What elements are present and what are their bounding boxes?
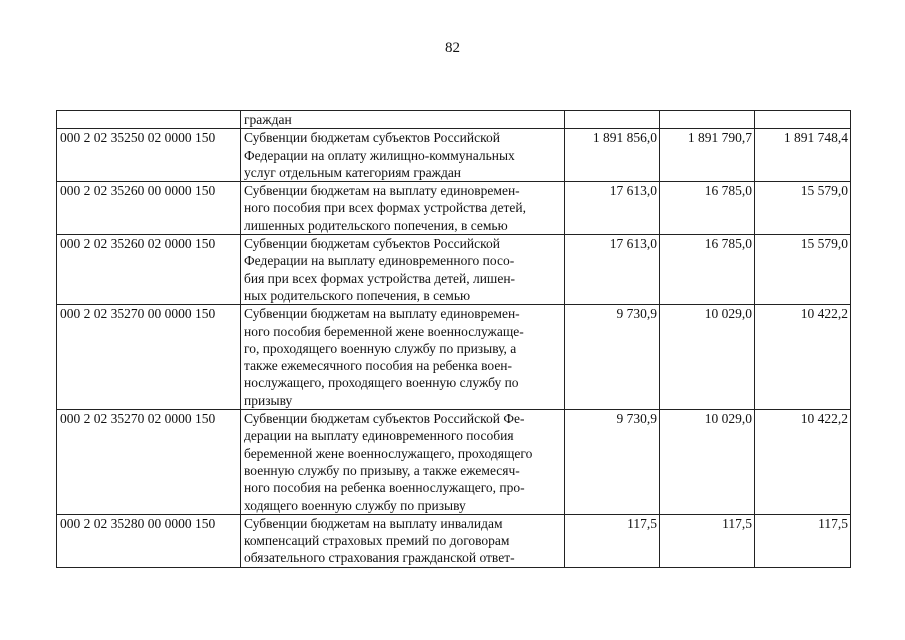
revenue-name-line: го, проходящего военную службу по призыву, а — [244, 340, 517, 356]
budget-table-body — [57, 111, 851, 568]
revenue-name-line: также ежемесячного пособия на ребенка воен- — [244, 358, 513, 374]
revenue-name-line: Федерации на оплату жилищно-коммунальных — [244, 147, 515, 163]
revenue-name-line: ного пособия беременной жене военнослужаще- — [244, 323, 524, 339]
budget-code-cell: 000 2 02 35270 00 0000 150 — [57, 305, 241, 410]
amount-year-3-cell — [755, 111, 851, 129]
budget-code-cell — [57, 111, 241, 129]
amount-year-2-cell: 117,5 — [660, 514, 755, 567]
budget-code-cell: 000 2 02 35260 00 0000 150 — [57, 182, 241, 235]
revenue-name-cell — [241, 182, 565, 235]
amount-year-1-cell: 117,5 — [565, 514, 660, 567]
table-row — [57, 305, 851, 410]
amount-year-1-cell — [565, 111, 660, 129]
amount-year-1-cell: 9 730,9 — [565, 305, 660, 410]
revenue-name-line: Субвенции бюджетам на выплату инвалидам — [244, 515, 503, 531]
revenue-name-line: обязательного страхования гражданской ответ- — [244, 550, 515, 566]
amount-year-2-cell: 16 785,0 — [660, 235, 755, 305]
revenue-name-cell — [241, 235, 565, 305]
amount-year-1-cell: 17 613,0 — [565, 182, 660, 235]
revenue-name-line: ного пособия при всех формах устройства детей, — [244, 200, 526, 216]
table-row — [57, 111, 851, 129]
table-row — [57, 235, 851, 305]
amount-year-1-cell: 17 613,0 — [565, 235, 660, 305]
revenue-name-line: услуг отдельным категориям граждан — [244, 164, 462, 180]
revenue-name-line: Федерации на выплату единовременного посо- — [244, 253, 515, 269]
revenue-name-cell — [241, 111, 565, 129]
amount-year-3-cell: 10 422,2 — [755, 305, 851, 410]
revenue-name-line: беременной жене военнослужащего, проходящего — [244, 445, 533, 461]
page-number: 82 — [445, 40, 460, 56]
amount-year-2-cell: 1 891 790,7 — [660, 129, 755, 182]
revenue-name-line: Субвенции бюджетам на выплату единовремен- — [244, 306, 520, 322]
revenue-name-line: бия при всех формах устройства детей, лишен- — [244, 270, 516, 286]
amount-year-1-cell: 9 730,9 — [565, 410, 660, 515]
revenue-name-line: призыву — [244, 392, 293, 408]
revenue-name-line: нослужащего, проходящего военную службу по — [244, 375, 519, 391]
amount-year-2-cell — [660, 111, 755, 129]
table-row — [57, 182, 851, 235]
revenue-name-line: ходящего военную службу по призыву — [244, 497, 466, 513]
table-row — [57, 410, 851, 515]
revenue-name-line: граждан — [244, 112, 292, 127]
amount-year-3-cell: 117,5 — [755, 514, 851, 567]
table-row — [57, 514, 851, 567]
budget-code-cell: 000 2 02 35270 02 0000 150 — [57, 410, 241, 515]
amount-year-2-cell: 10 029,0 — [660, 410, 755, 515]
revenue-name-line: Субвенции бюджетам субъектов Российской — [244, 236, 500, 252]
revenue-name-line: Субвенции бюджетам субъектов Российской Фе- — [244, 411, 525, 427]
amount-year-3-cell: 15 579,0 — [755, 182, 851, 235]
amount-year-1-cell: 1 891 856,0 — [565, 129, 660, 182]
revenue-name-line: Субвенции бюджетам субъектов Российской — [244, 130, 500, 146]
amount-year-3-cell: 15 579,0 — [755, 235, 851, 305]
revenue-name-cell — [241, 129, 565, 182]
revenue-name-line: лишенных родительского попечения, в семью — [244, 217, 508, 233]
budget-code-cell: 000 2 02 35280 00 0000 150 — [57, 514, 241, 567]
revenue-name-line: ных родительского попечения, в семью — [244, 287, 471, 303]
budget-code-cell: 000 2 02 35260 02 0000 150 — [57, 235, 241, 305]
amount-year-3-cell: 1 891 748,4 — [755, 129, 851, 182]
budget-table — [56, 110, 851, 568]
revenue-name-line: ного пособия на ребенка военнослужащего, про- — [244, 480, 525, 496]
revenue-name-line: дерации на выплату единовременного пособия — [244, 428, 514, 444]
revenue-name-line: военную службу по призыву, а также ежемесяч- — [244, 462, 520, 478]
amount-year-2-cell: 16 785,0 — [660, 182, 755, 235]
table-row — [57, 129, 851, 182]
revenue-name-cell — [241, 305, 565, 410]
amount-year-3-cell: 10 422,2 — [755, 410, 851, 515]
budget-code-cell: 000 2 02 35250 02 0000 150 — [57, 129, 241, 182]
revenue-name-line: компенсаций страховых премий по договорам — [244, 533, 510, 549]
revenue-name-line: Субвенции бюджетам на выплату единовремен- — [244, 183, 520, 199]
amount-year-2-cell: 10 029,0 — [660, 305, 755, 410]
revenue-name-cell — [241, 514, 565, 567]
revenue-name-cell — [241, 410, 565, 515]
